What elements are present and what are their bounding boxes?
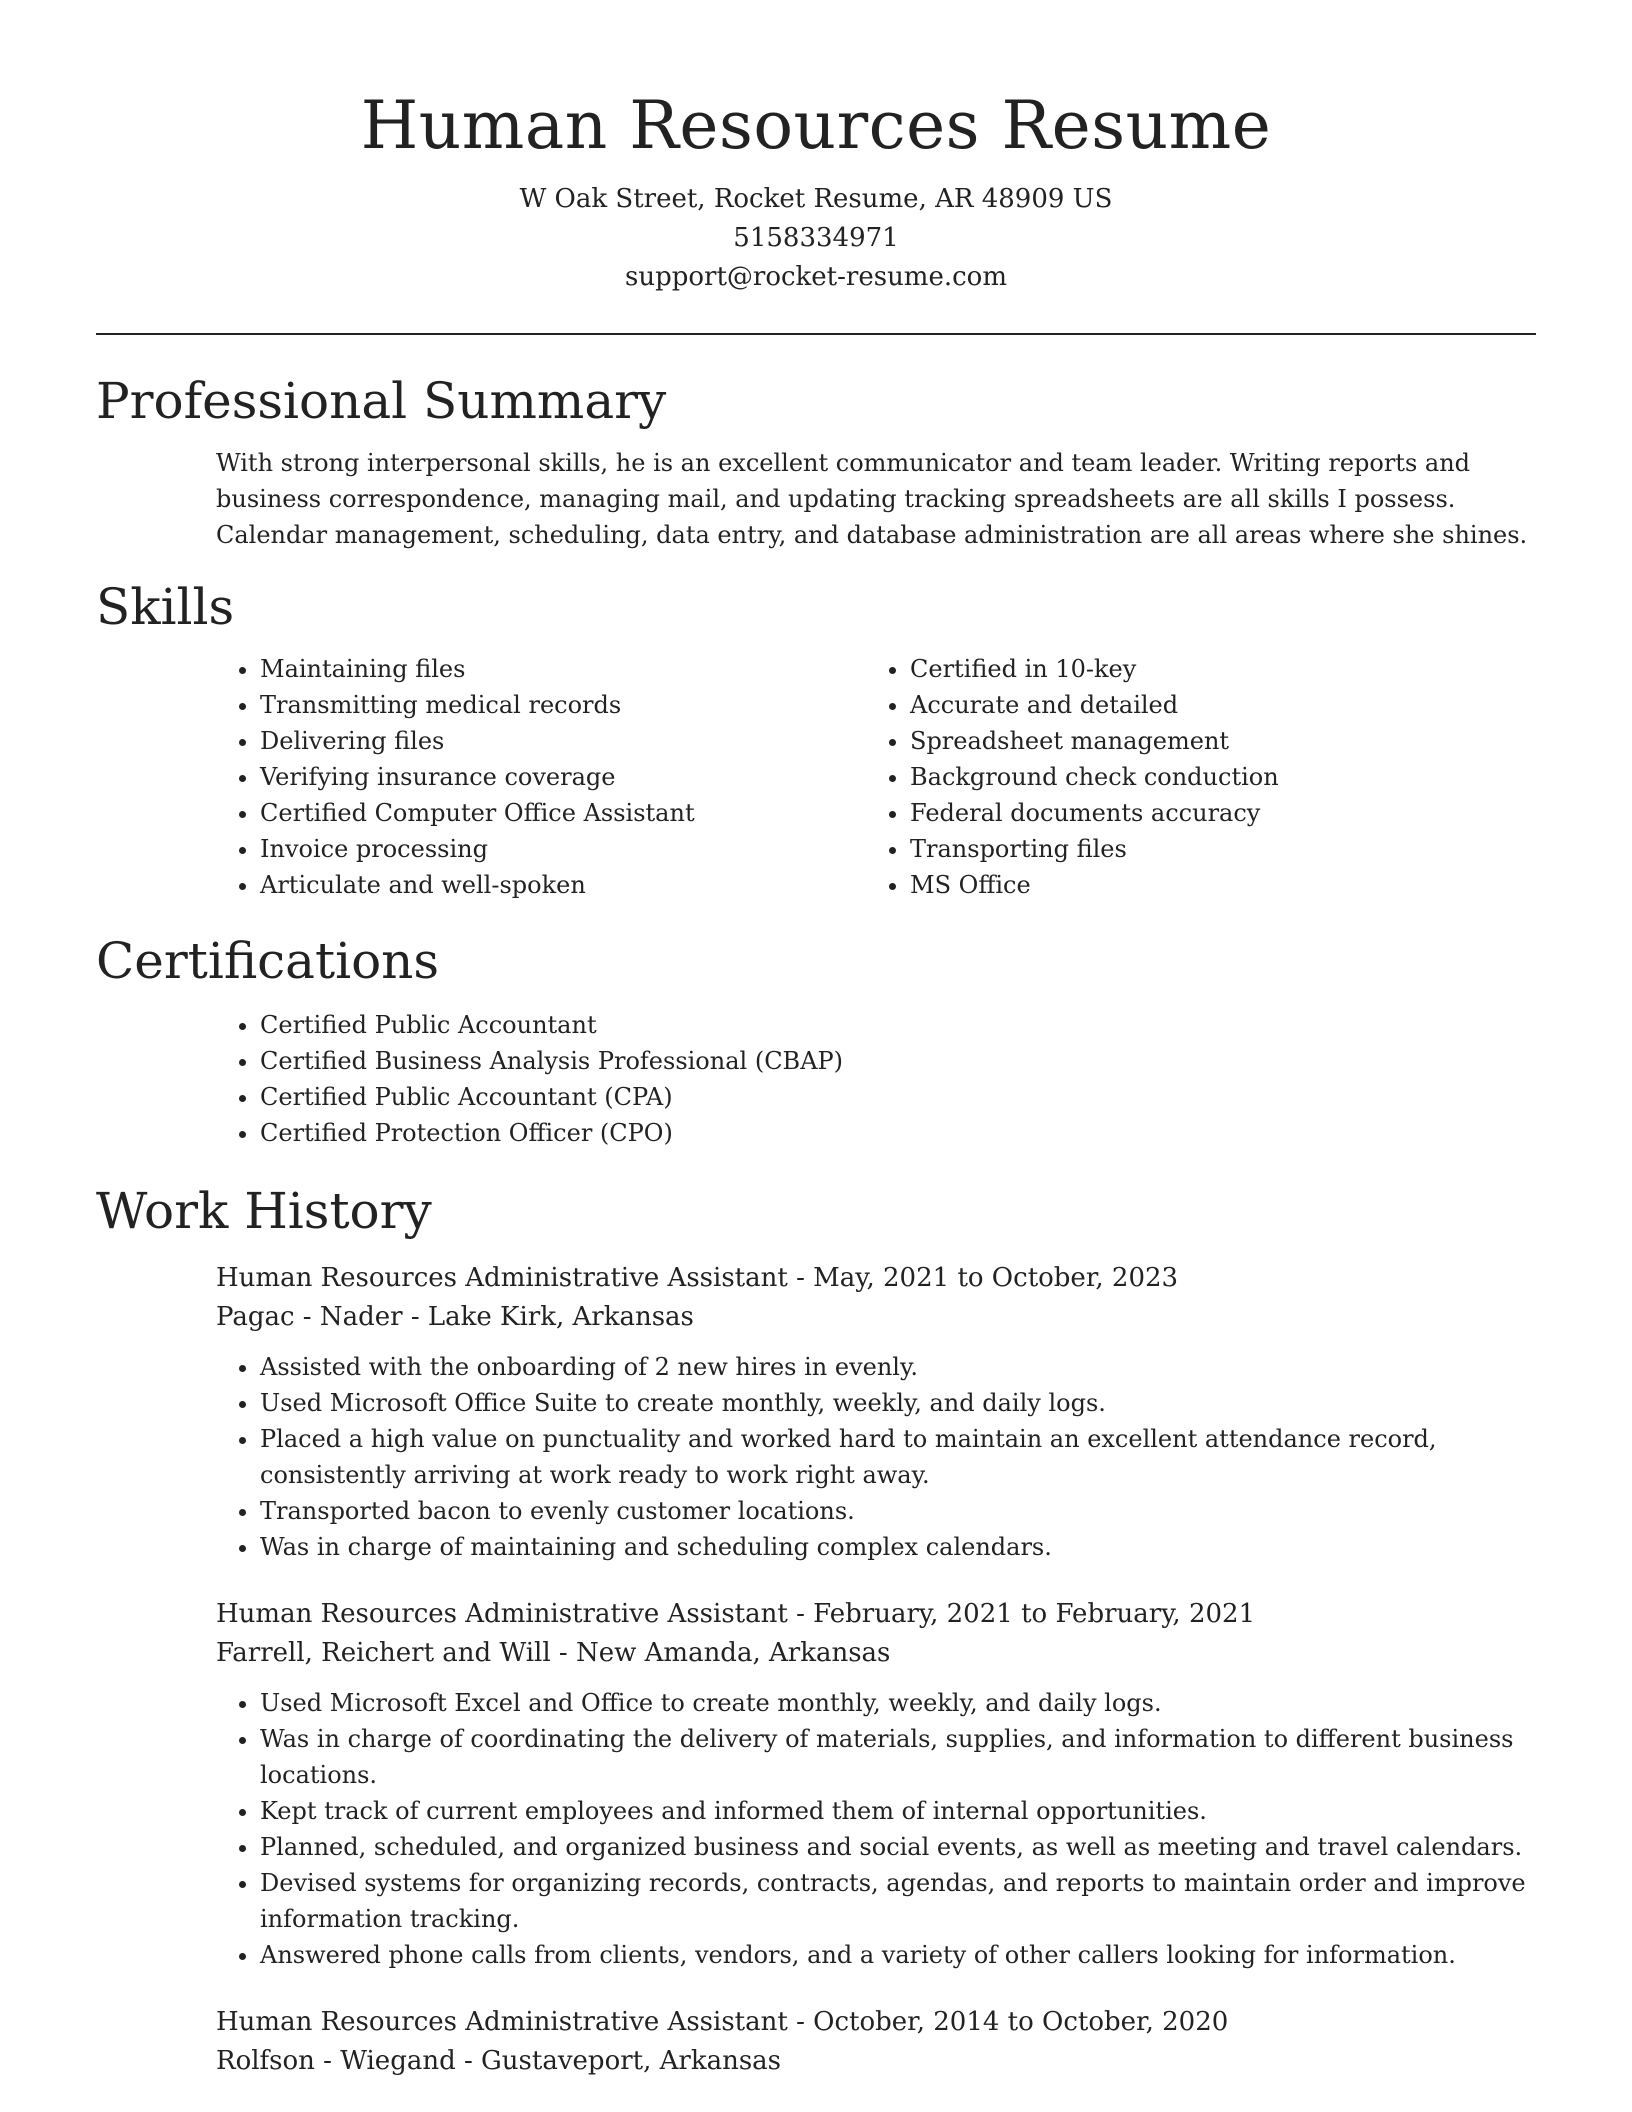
job-company: Farrell, Reichert and Will - New Amanda, Arkansas [216, 1638, 891, 1668]
job-title-dates: Human Resources Administrative Assistant - May, 2021 to October, 2023 [216, 1263, 1179, 1293]
skills-heading: Skills [96, 578, 235, 636]
phone: 5158334971 [733, 223, 899, 253]
certifications-bullets [216, 1007, 1536, 1151]
job-title-dates: Human Resources Administrative Assistant - October, 2014 to October, 2020 [216, 2007, 1229, 2037]
summary-text: With strong interpersonal skills, he is an excellent communicator and team leader. Writing reports and business correspondence, managing mail, and updating tracking spreadsheets are all skills I possess. Calendar management, scheduling, data entry, and database administration are all areas where she shines. [216, 449, 1528, 549]
job-bullet-list [216, 1349, 1536, 1565]
list-item: • Was in charge of maintaining and scheduling complex calendars. [260, 1529, 1536, 1565]
list-item: • Certified Business Analysis Professional (CBAP) [260, 1043, 1536, 1079]
list-item: • Kept track of current employees and informed them of internal opportunities. [260, 1793, 1536, 1829]
job-bullets [216, 1349, 1536, 1565]
list-item: • Used Microsoft Excel and Office to create monthly, weekly, and daily logs. [260, 1685, 1536, 1721]
address: W Oak Street, Rocket Resume, AR 48909 US [519, 184, 1113, 214]
skills-list-left [216, 651, 866, 903]
list-item: • Devised systems for organizing records, contracts, agendas, and reports to maintain order and improve information tracking. [260, 1865, 1536, 1937]
skills-columns [216, 651, 1536, 903]
list-item: • Articulate and well-spoken [260, 867, 866, 903]
summary-heading: Professional Summary [96, 372, 667, 430]
list-item: • Federal documents accuracy [910, 795, 1516, 831]
list-item: • Delivering files [260, 723, 866, 759]
list-item: • Background check conduction [910, 759, 1516, 795]
contact-info [96, 180, 1536, 297]
list-item: • Verifying insurance coverage [260, 759, 866, 795]
list-item: • MS Office [910, 867, 1516, 903]
resume-title: Human Resources Resume [360, 87, 1272, 164]
list-item: • Transmitting medical records [260, 687, 866, 723]
list-item: • Transporting files [910, 831, 1516, 867]
email: support@rocket-resume.com [624, 262, 1007, 292]
job-company: Rolfson - Wiegand - Gustaveport, Arkansas [216, 2046, 782, 2076]
list-item: • Certified in 10-key [910, 651, 1516, 687]
list-item: • Transported bacon to evenly customer locations. [260, 1493, 1536, 1529]
job-title-dates: Human Resources Administrative Assistant - February, 2021 to February, 2021 [216, 1599, 1256, 1629]
list-item: • Was in charge of coordinating the delivery of materials, supplies, and information to different business locations. [260, 1721, 1536, 1793]
list-item: • Certified Public Accountant (CPA) [260, 1079, 1536, 1115]
skills-column-right [866, 651, 1516, 903]
job-bullet-list [216, 1685, 1536, 1973]
job-company: Pagac - Nader - Lake Kirk, Arkansas [216, 1302, 694, 1332]
list-item: • Assisted with the onboarding of 2 new hires in evenly. [260, 1349, 1536, 1385]
list-item: • Used Microsoft Office Suite to create monthly, weekly, and daily logs. [260, 1385, 1536, 1421]
list-item: • Accurate and detailed [910, 687, 1516, 723]
certifications-heading: Certifications [96, 932, 440, 990]
list-item: • Maintaining files [260, 651, 866, 687]
resume-page [96, 0, 1536, 2081]
list-item: • Spreadsheet management [910, 723, 1516, 759]
skills-list-right [866, 651, 1516, 903]
job-entry [216, 1595, 1536, 1973]
skills-column-left [216, 651, 866, 903]
resume-header [96, 0, 1536, 297]
job-entry [216, 1259, 1536, 1565]
list-item: • Placed a high value on punctuality and worked hard to maintain an excellent attendance record, consistently arriving at work ready to work right away. [260, 1421, 1536, 1493]
header-divider [96, 333, 1536, 335]
job-bullets [216, 1685, 1536, 1973]
certifications-list [216, 1007, 1536, 1151]
list-item: • Certified Public Accountant [260, 1007, 1536, 1043]
job-entry [216, 2003, 1536, 2081]
list-item: • Certified Protection Officer (CPO) [260, 1115, 1536, 1151]
list-item: • Answered phone calls from clients, vendors, and a variety of other callers looking for information. [260, 1937, 1536, 1973]
list-item: • Invoice processing [260, 831, 866, 867]
work-history-heading: Work History [96, 1182, 432, 1240]
list-item: • Planned, scheduled, and organized business and social events, as well as meeting and travel calendars. [260, 1829, 1536, 1865]
list-item: • Certified Computer Office Assistant [260, 795, 866, 831]
